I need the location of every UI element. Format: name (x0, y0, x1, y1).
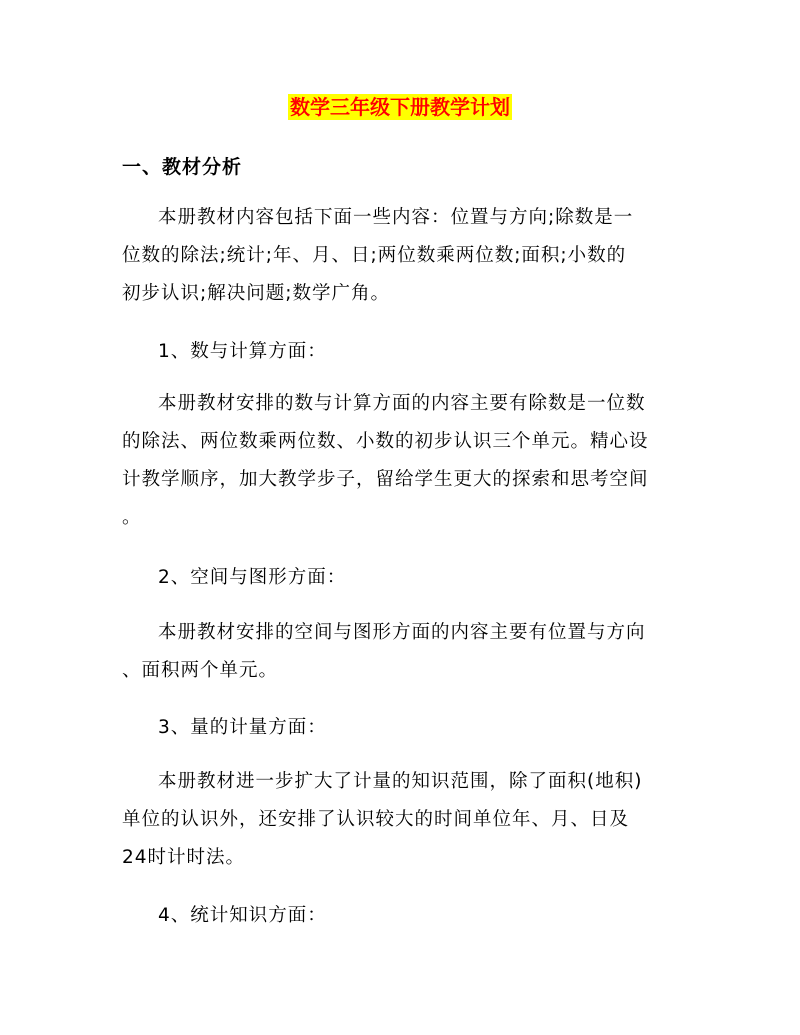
item1-line: 的除法、两位数乘两位数、小数的初步认识三个单元。精心设 (122, 431, 649, 452)
item2-line: 、面积两个单元。 (122, 660, 279, 681)
item1-line: 计教学顺序，加大教学步子，留给学生更大的探索和思考空间 (122, 469, 649, 490)
item2-paragraph (122, 614, 682, 690)
intro-line: 位数的除法;统计;年、月、日;两位数乘两位数;面积;小数的 (122, 245, 627, 266)
item3-heading: 3、量的计量方面： (158, 717, 327, 738)
intro-paragraph (122, 199, 682, 313)
section-heading-textbook-analysis: 一、教材分析 (122, 156, 243, 178)
item2-line: 本册教材安排的空间与图形方面的内容主要有位置与方向 (158, 622, 646, 643)
intro-line: 初步认识;解决问题;数学广角。 (122, 283, 390, 304)
item2-heading: 2、空间与图形方面： (158, 567, 347, 588)
item1-line: 本册教材安排的数与计算方面的内容主要有除数是一位数 (158, 393, 646, 414)
item4-heading: 4、统计知识方面： (158, 905, 327, 926)
item3-line: 单位的认识外，还安排了认识较大的时间单位年、月、日及 (122, 809, 630, 830)
title-wrap (0, 94, 800, 120)
item3-line: 24时计时法。 (122, 847, 246, 868)
intro-line: 本册教材内容包括下面一些内容：位置与方向;除数是一 (158, 207, 634, 228)
document-title: 数学三年级下册教学计划 (290, 95, 510, 119)
item3-line: 本册教材进一步扩大了计量的知识范围，除了面积(地积) (158, 771, 643, 792)
item1-line: 。 (122, 507, 142, 528)
item1-heading: 1、数与计算方面： (158, 341, 327, 362)
item3-paragraph (122, 763, 682, 877)
item1-paragraph (122, 385, 682, 537)
